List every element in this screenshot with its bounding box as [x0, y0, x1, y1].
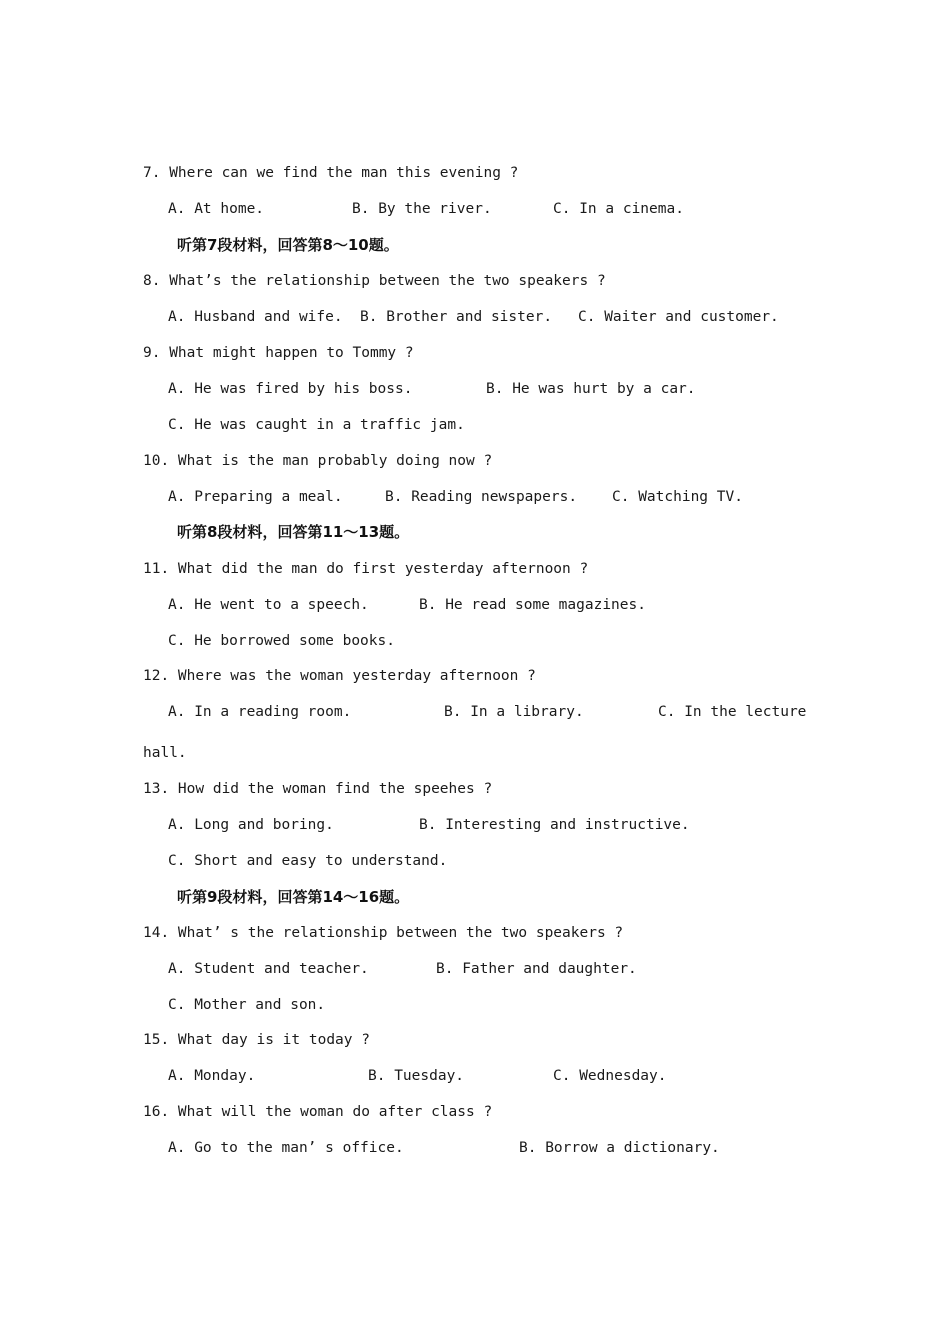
question-12-option-c: C. In the lecture: [658, 704, 807, 720]
question-16-option-b: B. Borrow a dictionary.: [519, 1140, 720, 1156]
question-7-option-b: B. By the river.: [352, 201, 492, 217]
question-11-option-c: C. He borrowed some books.: [168, 633, 395, 649]
question-15-option-b: B. Tuesday.: [368, 1068, 465, 1084]
question-14-option-a: A. Student and teacher.: [168, 961, 369, 977]
question-14-option-c: C. Mother and son.: [168, 997, 326, 1013]
section-heading-8: 听第8段材料，回答第11～13题。: [177, 523, 410, 541]
question-15-stem: 15. What day is it today ?: [143, 1032, 370, 1048]
section-heading-9: 听第9段材料，回答第14～16题。: [177, 888, 410, 906]
question-10-stem: 10. What is the man probably doing now ?: [143, 453, 493, 469]
question-10-option-c: C. Watching TV.: [612, 489, 743, 505]
question-10-option-b: B. Reading newspapers.: [385, 489, 578, 505]
question-12-option-b: B. In a library.: [444, 704, 584, 720]
question-9-stem: 9. What might happen to Tommy ?: [143, 345, 414, 361]
question-13-stem: 13. How did the woman find the speehes ?: [143, 781, 493, 797]
question-13-option-c: C. Short and easy to understand.: [168, 853, 448, 869]
question-16-option-a: A. Go to the man’ s office.: [168, 1140, 404, 1156]
question-14-stem: 14. What’ s the relationship between the two speakers ?: [143, 925, 624, 941]
question-9-option-c: C. He was caught in a traffic jam.: [168, 417, 465, 433]
question-9-option-b: B. He was hurt by a car.: [486, 381, 696, 397]
question-12-stem: 12. Where was the woman yesterday afternoon ?: [143, 668, 536, 684]
section-heading-7: 听第7段材料，回答第8～10题。: [177, 236, 399, 254]
question-9-option-a: A. He was fired by his boss.: [168, 381, 413, 397]
question-7-stem: 7. Where can we find the man this evening ?: [143, 165, 519, 181]
question-7-option-c: C. In a cinema.: [553, 201, 684, 217]
question-11-stem: 11. What did the man do first yesterday afternoon ?: [143, 561, 589, 577]
question-8-option-b: B. Brother and sister.: [360, 309, 553, 325]
question-12-option-a: A. In a reading room.: [168, 704, 352, 720]
question-8-option-c: C. Waiter and customer.: [578, 309, 779, 325]
question-16-stem: 16. What will the woman do after class ?: [143, 1104, 493, 1120]
question-12-option-c-continued: hall.: [143, 745, 187, 761]
question-7-option-a: A. At home.: [168, 201, 265, 217]
question-8-stem: 8. What’s the relationship between the two speakers ?: [143, 273, 606, 289]
question-10-option-a: A. Preparing a meal.: [168, 489, 343, 505]
question-15-option-a: A. Monday.: [168, 1068, 256, 1084]
question-14-option-b: B. Father and daughter.: [436, 961, 637, 977]
question-13-option-a: A. Long and boring.: [168, 817, 334, 833]
question-11-option-a: A. He went to a speech.: [168, 597, 369, 613]
question-11-option-b: B. He read some magazines.: [419, 597, 646, 613]
question-13-option-b: B. Interesting and instructive.: [419, 817, 690, 833]
question-15-option-c: C. Wednesday.: [553, 1068, 667, 1084]
question-8-option-a: A. Husband and wife.: [168, 309, 343, 325]
